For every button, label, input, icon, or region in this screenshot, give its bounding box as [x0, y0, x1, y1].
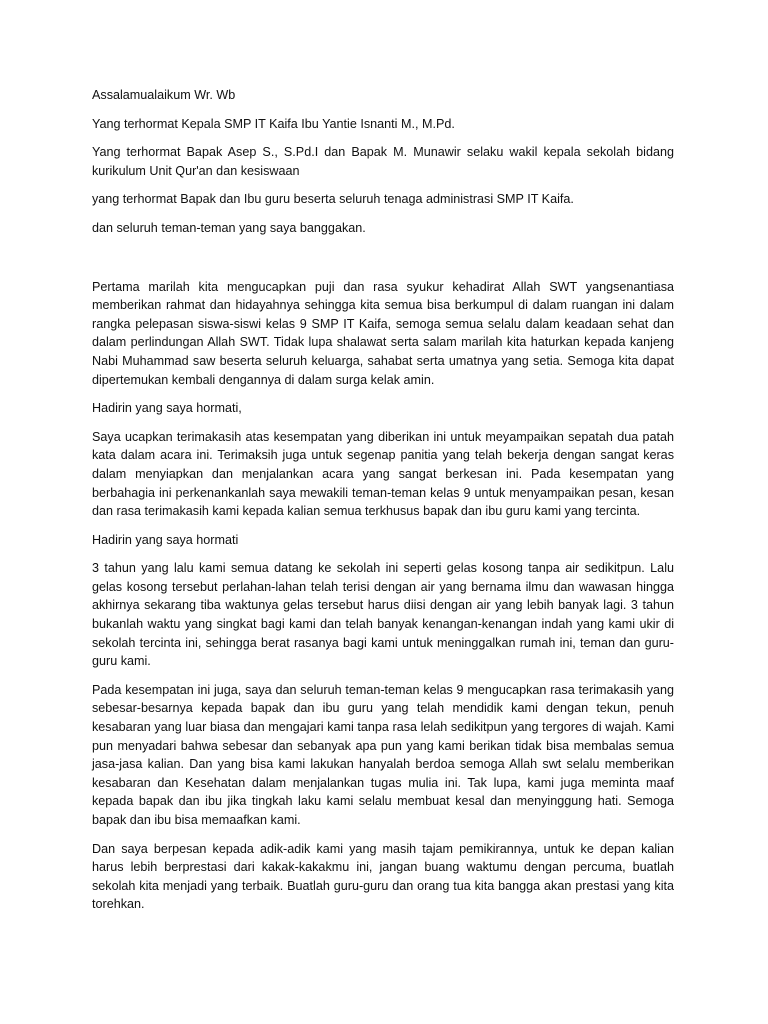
audience-salutation-1: Hadirin yang saya hormati, — [92, 401, 242, 416]
opening-paragraph: Pertama marilah kita mengucapkan puji dan rasa syukur kehadirat Allah SWT yangsenantiasa memberikan rahmat dan hidayahnya sehingga kita semua bisa berkumpul di dalam ruangan ini dalam rangka pelepasan siswa-siswi kelas 9 SMP IT Kaifa, semoga semua selalu dalam keadaan sehat dan dalam perlindungan Allah SWT. Tidak lupa shalawat serta salam marilah kita haturkan kepada kanjeng Nabi Muhammad saw beserta seluruh keluarga, sahabat serta umatnya yang setia. Semoga kita dapat dipertemukan kembali dengannya di dalam surga kelak amin. — [92, 279, 674, 387]
memories-paragraph: 3 tahun yang lalu kami semua datang ke sekolah ini seperti gelas kosong tanpa air sedikitpun. Lalu gelas kosong tersebut perlahan-lahan telah terisi dengan air yang bernama ilmu dan wawasan hingga akhirnya sekarang tiba waktunya gelas tersebut harus diisi dengan air yang lebih banyak lagi. 3 tahun bukanlah waktu yang singkat bagi kami dan telah banyak kenangan-kenangan indah yang kami ukir di sekolah tercinta ini, sehingga berat rasanya bagi kami untuk meninggalkan rumah ini, teman dan guru-guru kami. — [92, 561, 674, 669]
section-spacer — [92, 248, 674, 278]
message-juniors-paragraph: Dan saya berpesan kepada adik-adik kami yang masih tajam pemikirannya, untuk ke depan kalian harus lebih berprestasi dari kakak-kakakmu ini, jangan buang waktumu dengan percuma, buatlah sekolah kita menjadi yang terbaik. Buatlah guru-guru dan orang tua kita bangga akan prestasi yang kita torehkan. — [92, 841, 674, 912]
address-principal: Yang terhormat Kepala SMP IT Kaifa Ibu Yantie Isnanti M., M.Pd. — [92, 116, 455, 131]
audience-salutation-2: Hadirin yang saya hormati — [92, 532, 239, 547]
address-teachers-staff: yang terhormat Bapak dan Ibu guru beserta seluruh tenaga administrasi SMP IT Kaifa. — [92, 192, 574, 207]
greeting-line: Assalamualaikum Wr. Wb — [92, 88, 236, 102]
address-friends: dan seluruh teman-teman yang saya banggakan. — [92, 220, 366, 235]
address-vice-principals: Yang terhormat Bapak Asep S., S.Pd.I dan Bapak M. Munawir selaku wakil kepala sekolah bidang kurikulum Unit Qur'an dan kesiswaan — [92, 145, 674, 178]
thanks-teachers-paragraph: Pada kesempatan ini juga, saya dan seluruh teman-teman kelas 9 mengucapkan rasa terimakasih yang sebesar-besarnya kepada bapak dan ibu guru yang telah mendidik kami dengan tekun, penuh kesabaran yang luar biasa dan mengajari kami tanpa rasa lelah sedikitpun yang tergores di wajah. Kami pun menyadari bahwa sebesar dan sebanyak apa pun yang kami berikan tidak bisa membalas semua jasa-jasa kalian. Dan yang bisa kami lakukan hanyalah berdoa semoga Allah swt selalu memberikan kesabaran dan Kesehatan dalam menjalankan tugas mulia ini. Tak lupa, kami juga meminta maaf kepada bapak dan ibu jika tingkah laku kami selalu membuat kesal dan menyinggung hati. Semoga bapak dan ibu bisa memaafkan kami. — [92, 682, 674, 827]
document-page — [92, 86, 674, 924]
gratitude-paragraph: Saya ucapkan terimakasih atas kesempatan yang diberikan ini untuk meyampaikan sepatah dua patah kata dalam acara ini. Terimaksih juga untuk segenap panitia yang telah bekerja dengan sangat keras dalam menyiapkan dan menjalankan acara yang sangat berkesan ini. Pada kesempatan yang berbahagia ini perkenankanlah saya mewakili teman-teman kelas 9 untuk menyampaikan pesan, kesan dan rasa terimakasih kami kepada kalian semua terkhusus bapak dan ibu guru kami yang tercinta. — [92, 429, 674, 519]
